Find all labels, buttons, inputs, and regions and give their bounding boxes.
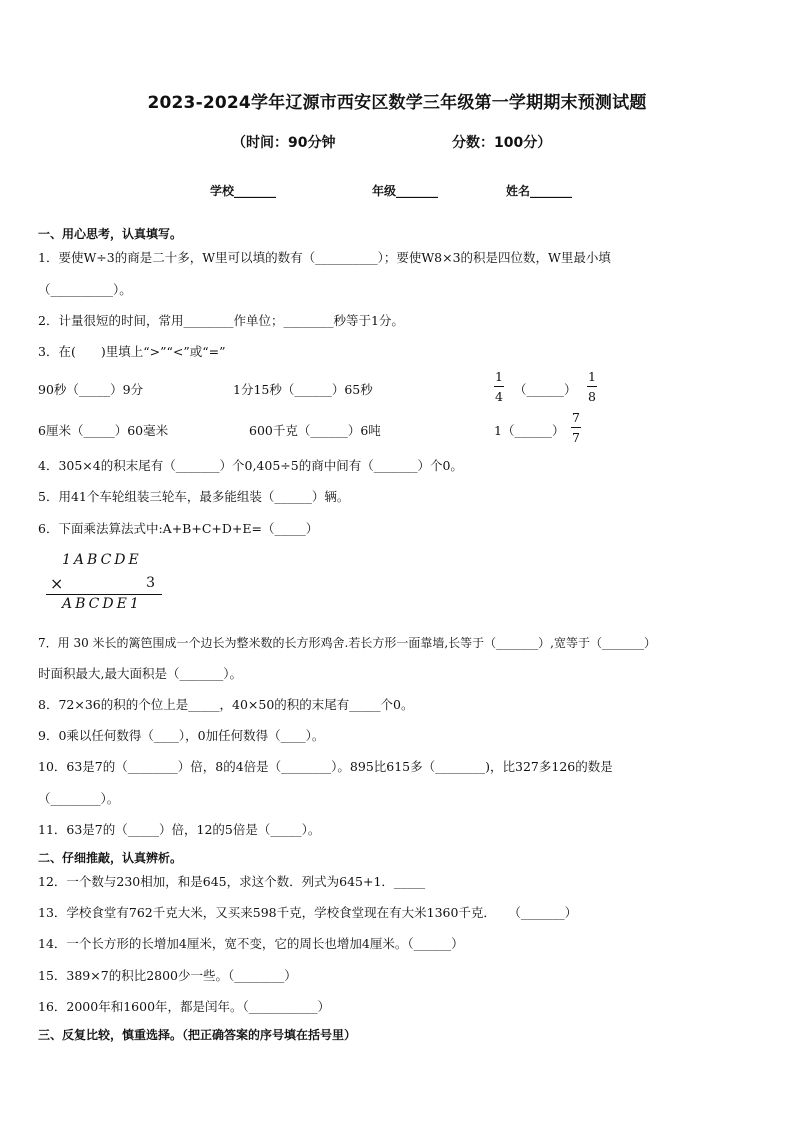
question-8: 8．72×36的积的个位上是_____，40×50的积的末尾有_____个0。: [38, 697, 414, 712]
question-9: 9．0乘以任何数得（____），0加任何数得（____）。: [38, 728, 325, 743]
question-3-header: 3．在( )里填上“>”“<”或“=”: [38, 344, 226, 359]
school-field: 学校_______: [210, 184, 277, 198]
question-3c-blank: （______）: [514, 382, 577, 397]
question-3a: 90秒（_____）9分: [38, 382, 144, 397]
fraction-denominator: 4: [495, 389, 503, 404]
question-12: 12．一个数与230相加，和是645，求这个数．列式为645+1．_____: [38, 874, 426, 889]
question-3f: 1（______）: [494, 423, 565, 438]
question-6: 6．下面乘法算法式中:A+B+C+D+E=（_____）: [38, 521, 319, 536]
question-5: 5．用41个车轮组装三轮车，最多能组装（______）辆。: [38, 489, 350, 504]
section-2-heading: 二、仔细推敲，认真辨析。: [38, 851, 183, 865]
question-7-line-2: 时面积最大,最大面积是（_______）。: [38, 666, 242, 681]
question-4: 4．305×4的积末尾有（_______）个0,405÷5的商中间有（_______）个0。: [38, 458, 463, 473]
question-11: 11．63是7的（_____）倍，12的5倍是（_____）。: [38, 822, 321, 837]
question-3e: 600千克（______）6吨: [249, 423, 381, 438]
fraction-1-8: [587, 369, 597, 404]
fraction-bar: [571, 427, 581, 428]
section-3-heading: 三、反复比较，慎重选择。（把正确答案的序号填在括号里）: [38, 1028, 357, 1042]
fraction-denominator: 7: [572, 430, 580, 445]
question-7-line-1: 7．用 30 米长的篱笆围成一个边长为整米数的长方形鸡舍.若长方形一面靠墙,长等于（_______）,宽等于（_______）: [38, 636, 656, 650]
question-10-line-1: 10．63是7的（________）倍，8的4倍是（________）。895比615多（________)，比327多126的数是: [38, 759, 613, 774]
times-sign: ×: [50, 574, 67, 593]
fraction-bar: [587, 386, 597, 387]
fraction-numerator: 1: [495, 369, 503, 384]
page-title: 2023-2024学年辽源市西安区数学三年级第一学期期末预测试题: [147, 93, 647, 113]
section-1-heading: 一、用心思考，认真填写。: [38, 227, 183, 241]
fraction-numerator: 1: [588, 369, 596, 384]
question-15: 15．389×7的积比2800少一些。（________）: [38, 968, 297, 983]
fraction-7-7: [571, 410, 581, 445]
question-1-line-2: （__________）。: [38, 282, 132, 297]
question-3d: 6厘米（_____）60毫米: [38, 423, 169, 438]
question-13: 13．学校食堂有762千克大米，又买来598千克，学校食堂现在有大米1360千克． （_______）: [38, 905, 578, 920]
vertical-multiplication: [46, 552, 164, 614]
multiplicand: 1ABCDE: [62, 552, 142, 568]
question-2: 2．计量很短的时间，常用________作单位；________秒等于1分。: [38, 313, 404, 328]
question-14: 14．一个长方形的长增加4厘米，宽不变，它的周长也增加4厘米。（______）: [38, 936, 464, 951]
multiplication-rule: [46, 594, 162, 595]
fraction-bar: [494, 386, 504, 387]
name-field: 姓名_______: [506, 184, 573, 198]
multiplier: 3: [146, 575, 158, 591]
time-label: （时间：90分钟: [232, 135, 336, 151]
question-3b: 1分15秒（______）65秒: [233, 382, 373, 397]
grade-field: 年级_______: [372, 184, 439, 198]
fraction-numerator: 7: [572, 410, 580, 425]
score-label: 分数：100分）: [452, 135, 552, 151]
fraction-1-4: [494, 369, 504, 404]
question-10-line-2: （________）。: [38, 791, 120, 806]
question-16: 16．2000年和1600年，都是闰年。（___________）: [38, 999, 331, 1014]
question-1-line-1: 1．要使W÷3的商是二十多，W里可以填的数有（__________）；要使W8×3的积是四位数，W里最小填: [38, 250, 611, 265]
product: ABCDE1: [62, 596, 142, 612]
fraction-denominator: 8: [588, 389, 596, 404]
